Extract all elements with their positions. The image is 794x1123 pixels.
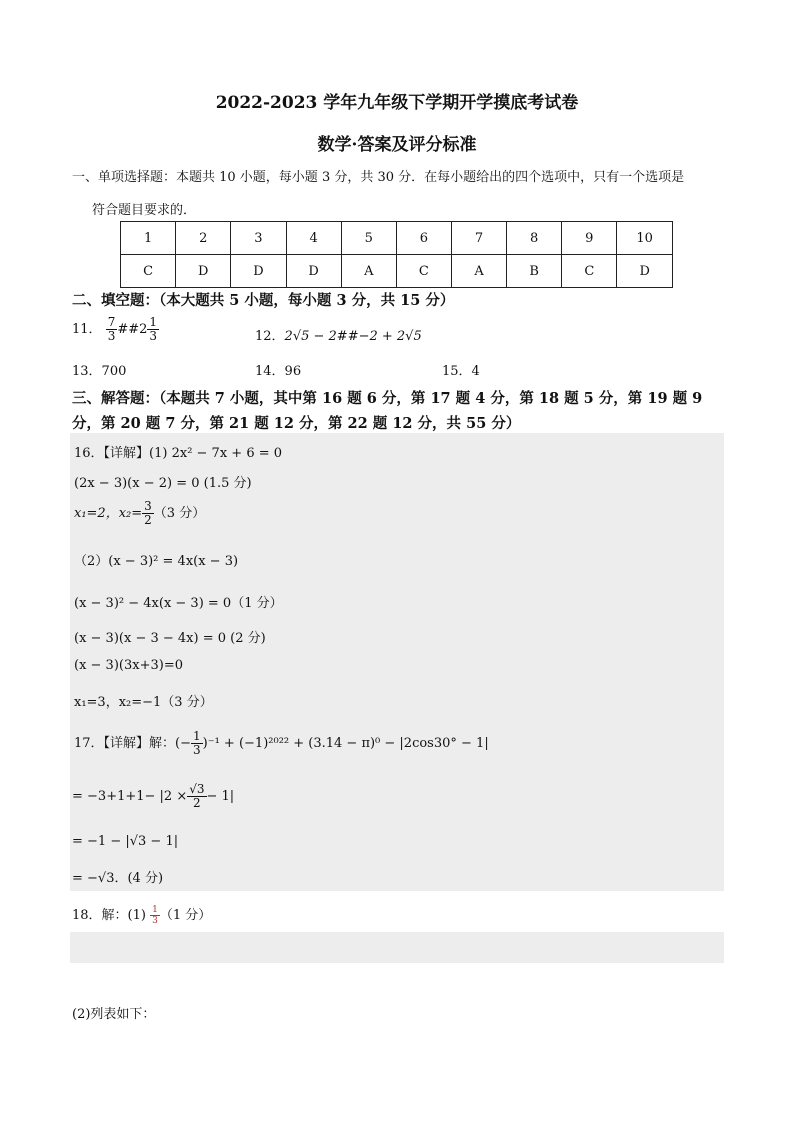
exam-title: 2022-2023 学年九年级下学期开学摸底考试卷: [215, 93, 579, 113]
section3-heading-line2: 分，第 20 题 7 分，第 21 题 12 分，第 22 题 12 分，共 55 分）: [72, 415, 521, 432]
answer-14: 14．96: [255, 364, 302, 379]
answer-cell: A: [451, 255, 506, 288]
fraction: $\frac{3}{2}$: [144, 499, 152, 527]
q18-line2: (2)列表如下：: [72, 1007, 156, 1022]
q17-step2-start: = −3+1+1− |2 ×: [72, 789, 188, 804]
q16-line1: 16．【详解】(1) 2x² − 7x + 6 = 0: [74, 446, 283, 461]
answer-11-separator: ##2: [117, 322, 148, 337]
answer-cell: D: [617, 255, 673, 288]
q17-expression-start: 17．【详解】解：(−: [74, 736, 192, 751]
question-number-cell: 10: [617, 222, 673, 255]
q17-line3: = −1 − |√3 − 1|: [72, 834, 179, 849]
q18-part1-score: （1 分）: [159, 908, 212, 923]
q16-line3: [74, 500, 205, 527]
answer-13: 13．700: [72, 364, 127, 379]
answer-cell: C: [396, 255, 451, 288]
question-number-cell: 3: [231, 222, 286, 255]
question-number-cell: 7: [451, 222, 506, 255]
q16-line5: (x − 3)² − 4x(x − 3) = 0（1 分）: [74, 596, 283, 611]
q16-line8: x₁=3，x₂=−1（3 分）: [74, 695, 213, 710]
q18-part1-label: 18．解：(1): [72, 908, 151, 923]
q16-line2: (2x − 3)(x − 2) = 0 (1.5 分): [74, 476, 252, 491]
fraction: $\frac{1}{3}$: [149, 315, 158, 343]
question-number-cell: 8: [507, 222, 562, 255]
question-number-cell: 4: [286, 222, 341, 255]
q16-line3-score: （3 分）: [153, 506, 206, 521]
answer-cell: C: [562, 255, 617, 288]
answer-cell: D: [176, 255, 231, 288]
q16-line4: （2）(x − 3)² = 4x(x − 3): [74, 554, 239, 569]
section3-heading-line1: 三、解答题：（本题共 7 小题，其中第 16 题 6 分，第 17 题 4 分，第 18 题 5 分，第 19 题 9: [72, 390, 703, 407]
section2-heading: 二、填空题：（本大题共 5 小题，每小题 3 分，共 15 分）: [72, 292, 455, 309]
question-number-cell: 6: [396, 222, 451, 255]
answer-cell: D: [231, 255, 286, 288]
q17-line4: = −√3．(4 分): [72, 871, 164, 886]
q17-step2-end: − 1|: [206, 789, 235, 804]
q17-line1: [74, 730, 489, 757]
q16-line3-roots: x₁=2，x₂=: [74, 506, 143, 521]
fraction: $\frac{1}{3}$: [193, 729, 201, 757]
q17-expression-end: )⁻¹ + (−1)²⁰²² + (3.14 − π)⁰ − |2cos30° − 1|: [202, 736, 489, 751]
fraction: $\frac{√3}{2}$: [189, 782, 205, 810]
question-number-cell: 9: [562, 222, 617, 255]
q18-line1: [72, 904, 211, 926]
answer-key-subtitle: 数学·答案及评分标准: [317, 135, 477, 155]
fraction: $\frac{7}{3}$: [107, 315, 116, 343]
section1-instructions-line1: 一、单项选择题：本题共 10 小题，每小题 3 分，共 30 分．在每小题给出的四个选项中，只有一个选项是: [72, 170, 685, 185]
answer-12-label: 12．: [255, 329, 285, 344]
solution-highlight-block: [70, 932, 724, 963]
answer-cell: B: [507, 255, 562, 288]
answer-15: 15．4: [442, 364, 480, 379]
fraction: $\frac{1}{3}$: [152, 905, 158, 926]
answer-row: [121, 255, 673, 288]
section1-instructions-line2: 符合题目要求的．: [92, 203, 197, 218]
answer-12: [255, 325, 422, 344]
answer-11-label: 11．: [72, 322, 102, 337]
answer-12-value: 2√5 − 2##−2 + 2√5: [284, 329, 422, 344]
q16-line7: (x − 3)(3x+3)=0: [74, 658, 183, 673]
q16-line6: (x − 3)(x − 3 − 4x) = 0 (2 分): [74, 631, 266, 646]
q17-line2: [72, 783, 234, 810]
question-number-cell: 2: [176, 222, 231, 255]
answer-11: [72, 316, 159, 343]
question-number-cell: 5: [341, 222, 396, 255]
answer-cell: D: [286, 255, 341, 288]
answer-cell: C: [121, 255, 176, 288]
question-number-cell: 1: [121, 222, 176, 255]
question-number-row: [121, 222, 673, 255]
multiple-choice-answer-table: [120, 221, 673, 288]
answer-cell: A: [341, 255, 396, 288]
